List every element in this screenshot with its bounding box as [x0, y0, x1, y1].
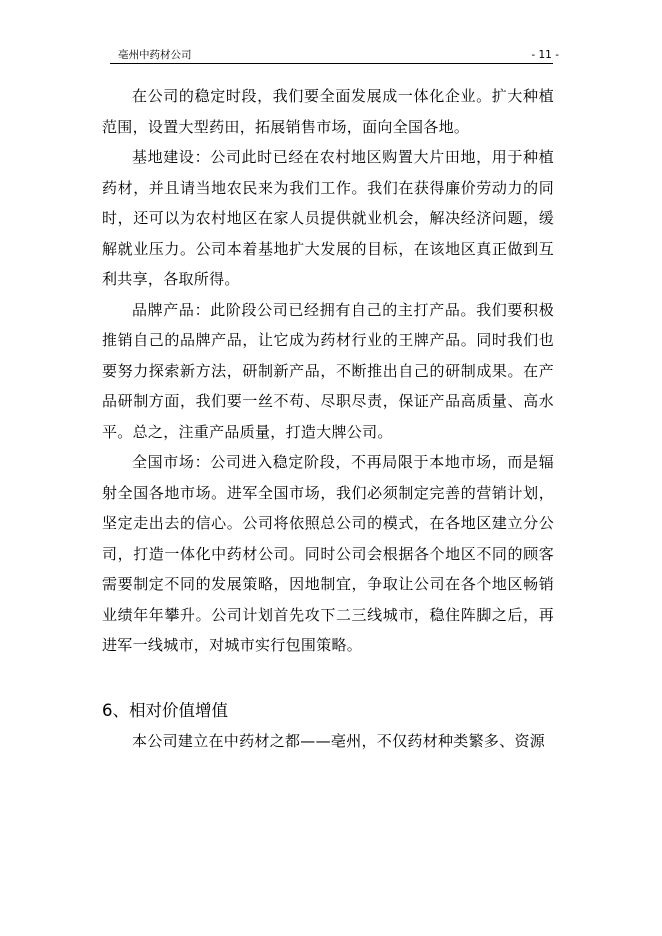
header-page-number: - 11 -	[531, 49, 559, 61]
paragraph-section-intro: 本公司建立在中药材之都——亳州，不仅药材种类繁多、资源	[132, 731, 546, 750]
document-body	[102, 81, 554, 756]
section-heading-relative-value: 6、相对价值增值	[102, 700, 228, 720]
header-divider	[110, 63, 553, 64]
paragraph-national-market: 全国市场：公司进入稳定阶段，不再局限于本地市场，而是辐射全国各地市场。进军全国市场，我们必须制定完善的营销计划，坚定走出去的信心。公司将依照总公司的模式，在各地区建立分公司，打造一体化中药材公司。同时公司会根据各个地区不同的顾客需要制定不同的发展策略，因地制宜，争取让公司在各个地区畅销业绩年年攀升。公司计划首先攻下二三线城市，稳住阵脚之后，再进军一线城市，对城市实行包围策略。	[102, 453, 554, 654]
page-header	[0, 0, 662, 70]
paragraph-base-construction: 基地建设：公司此时已经在农村地区购置大片田地，用于种植药材，并且请当地农民来为我们工作。我们在获得廉价劳动力的同时，还可以为农村地区在家人员提供就业机会，解决经济问题，缓解就业压力。公司本着基地扩大发展的目标，在该地区真正做到互利共享，各取所得。	[102, 148, 554, 288]
paragraph-stable-period: 在公司的稳定时段，我们要全面发展成一体化企业。扩大种植范围，设置大型药田，拓展销售市场，面向全国各地。	[102, 87, 554, 136]
paragraph-brand-products: 品牌产品：此阶段公司已经拥有自己的主打产品。我们要积极推销自己的品牌产品，让它成为药材行业的王牌产品。同时我们也要努力探索新方法，研制新产品，不断推出自己的研制成果。在产品研制方面，我们要一丝不苟、尽职尽责，保证产品高质量、高水平。总之，注重产品质量，打造大牌公司。	[102, 300, 554, 441]
header-company-name: 亳州中药材公司	[118, 49, 192, 61]
